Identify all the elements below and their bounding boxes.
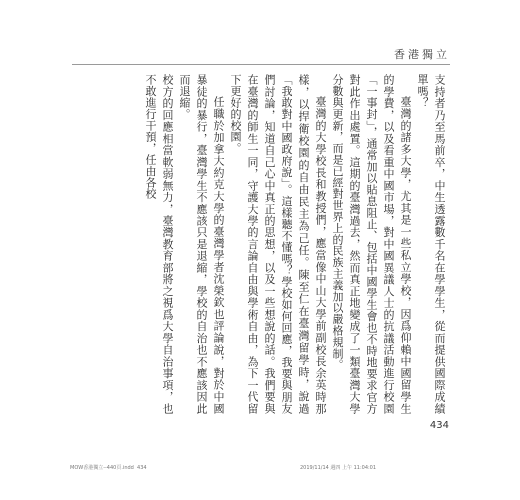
- paragraph: 支持者乃至馬前卒，中生透露數千名在學學生，從而提供國際成績單嗎？: [416, 74, 446, 414]
- body-text: [80, 74, 448, 414]
- paragraph: 臺灣的諸多大學，尤其是一些私立學校，因爲仰賴中國留學生的學費，以及看重中國市場，對中國異議人士的抗議活動進行校園「一事封」，通常加以貼息阻止、包括中國學生會也不時地要求官方對此作出處置。這期的臺灣過去，然而真正地變成了一類臺灣大學分數與更新，而是已經對世界上的民族主義加以嚴格規制。: [331, 74, 412, 414]
- paragraph: 任職於加拿大約克大學的臺灣學者沈榮欽也評論說，對於中國暴徒的暴行，臺灣學生不應該只是退縮，學校的自治也不應該因此而退縮。: [178, 74, 225, 414]
- print-imprint: MOW香港獨立--440頁.indd 434: [70, 465, 147, 471]
- print-timestamp: 2019/11/14 週四 上午 11:04:01: [300, 465, 377, 471]
- running-title: 香港獨立: [394, 48, 450, 61]
- page-number: 434: [429, 420, 449, 431]
- paragraph: 校方的回應相當軟弱無力，臺灣教育部將之視爲大學自治事項，也不敢進行干預，任由各校: [144, 74, 174, 414]
- paragraph: 臺灣的大學校長和教授們，應當像中山大學前副校長余英時那樣，以捍衛校園的自由民主為己任。陳至仁在臺灣留學時，說過「我敢對中國政府說」。這樣聽不懂嗎？學校如何回應，我要與朋友們討論，知道自己心中真正的思想，以及一些想說的話。我們要與在臺灣的師生一同，守護大學的言論自由與學術自由，為下一代留下更好的校園。: [229, 74, 327, 414]
- header-rule: [72, 64, 450, 65]
